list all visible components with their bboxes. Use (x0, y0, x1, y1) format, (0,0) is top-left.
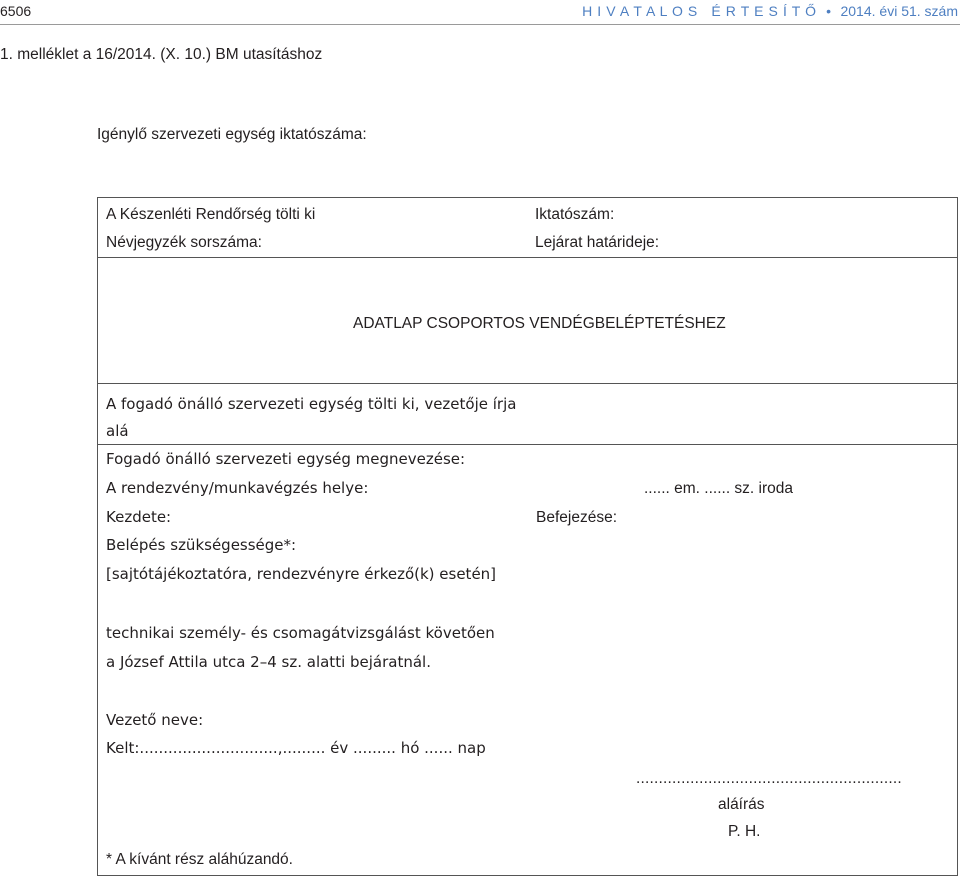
event-location-field[interactable]: A rendezvény/munkavégzés helye: (106, 479, 369, 497)
room-spec-field[interactable]: ...... em. ...... sz. iroda (644, 480, 794, 497)
leader-name-field[interactable]: Vezető neve: (106, 711, 204, 729)
page-number: 6506 (0, 3, 32, 19)
entry-necessity-label: Belépés szükségessége*: (106, 536, 297, 554)
header-bullet: • (826, 3, 831, 19)
filled-by-label: A Készenléti Rendőrség tölti ki (106, 206, 316, 223)
check-note-line-2: a József Attila utca 2–4 sz. alatti bejáratnál. (106, 653, 431, 671)
host-unit-name-field[interactable]: Fogadó önálló szervezeti egység megnevezése: (106, 450, 466, 468)
end-field[interactable]: Befejezése: (536, 509, 617, 526)
issue-number: 2014. évi 51. szám (840, 3, 958, 19)
header-rule (0, 24, 960, 25)
form-title: ADATLAP CSOPORTOS VENDÉGBELÉPTETÉSHEZ (353, 315, 726, 332)
instruction-line-2: alá (106, 422, 129, 440)
stamp-label: P. H. (728, 823, 761, 840)
journal-header (582, 4, 958, 18)
form-divider-2 (97, 383, 958, 384)
directory-number-field[interactable]: Névjegyzék sorszáma: (106, 234, 262, 251)
instruction-line-1: A fogadó önálló szervezeti egység tölti ki, vezetője írja (106, 395, 517, 413)
form-divider-3 (97, 444, 958, 445)
requester-reg-number-label: Igénylő szervezeti egység iktatószáma: (97, 126, 367, 143)
reg-number-field[interactable]: Iktatószám: (535, 206, 615, 223)
check-note-line-1: technikai személy- és csomagátvizsgálást követően (106, 624, 495, 642)
journal-name: H I V A T A L O S É R T E S Í T Ő (582, 3, 817, 19)
dated-field[interactable]: Kelt:.............................,......... év ......... hó ...... nap (106, 739, 486, 757)
form-divider-1 (97, 257, 958, 258)
entry-necessity-note: [sajtótájékoztatóra, rendezvényre érkező(k) esetén] (106, 565, 497, 583)
signature-line[interactable]: ........................................................... (636, 770, 902, 787)
footnote: * A kívánt rész aláhúzandó. (106, 851, 293, 868)
signature-label: aláírás (718, 796, 765, 813)
annex-title: 1. melléklet a 16/2014. (X. 10.) BM utasításhoz (0, 46, 323, 63)
start-field[interactable]: Kezdete: (106, 508, 172, 526)
deadline-field[interactable]: Lejárat határideje: (535, 234, 660, 251)
